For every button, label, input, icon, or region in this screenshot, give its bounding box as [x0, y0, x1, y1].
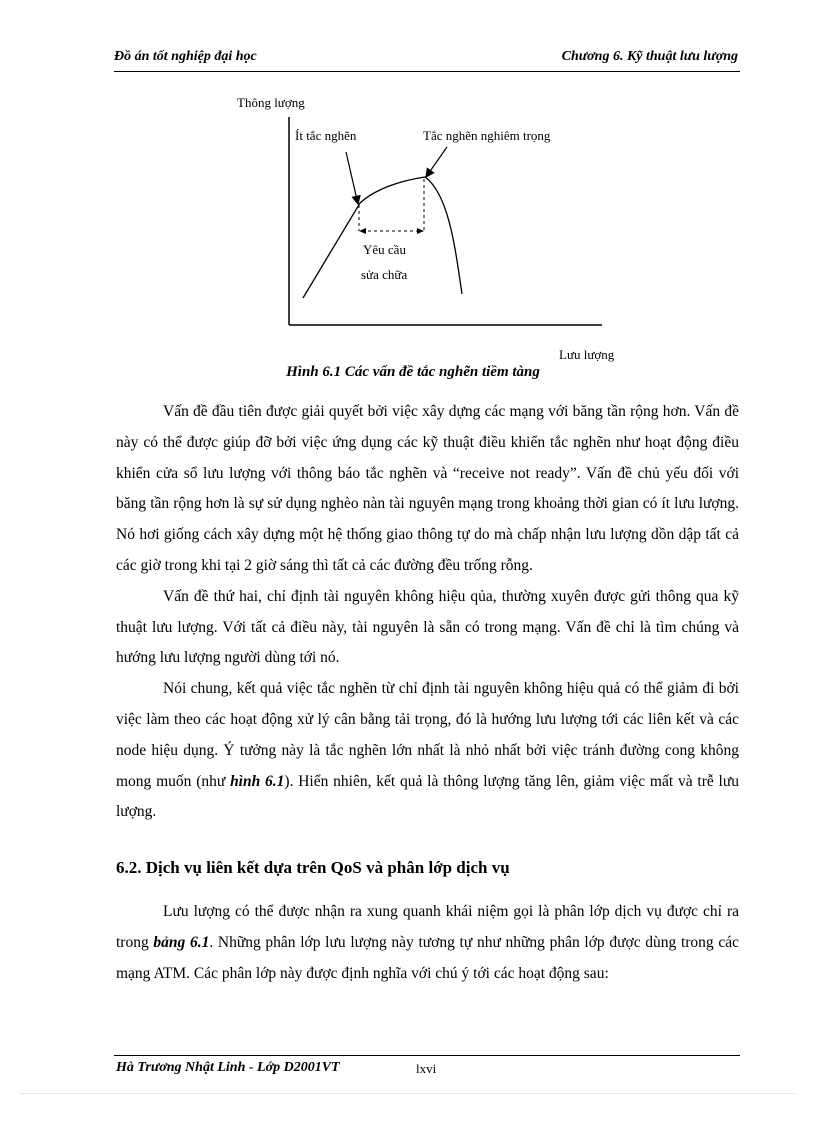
table-reference: bảng 6.1: [153, 933, 210, 951]
x-axis-label: Lưu lượng: [559, 347, 615, 362]
footer-author: Hà Trương Nhật Linh - Lớp D2001VT: [116, 1060, 340, 1075]
body-block-1: [116, 397, 739, 828]
paragraph-3: [116, 674, 739, 828]
low-congestion-arrow: [346, 152, 358, 204]
y-axis-label: Thông lượng: [237, 95, 305, 110]
body-block-2: [116, 897, 739, 989]
page-bottom-dotted-edge: [20, 1093, 796, 1094]
header-left-title: Đồ án tốt nghiệp đại học: [114, 49, 257, 64]
paragraph-2: Vấn đề thứ hai, chỉ định tài nguyên không hiệu qủa, thường xuyên được gửi thông qua kỹ thuật lưu lượng. Với tất cả điều này, tài nguyên là sẵn có trong mạng. Vấn đề chỉ là tìm chúng và hướng lưu lượng người dùng tới nó.: [116, 587, 739, 667]
figure-caption: Hình 6.1 Các vấn đề tắc nghẽn tiềm tàng: [286, 364, 540, 380]
paragraph-4: [116, 897, 739, 989]
paragraph-3-part-b: ). Hiển nhiên, kết quả là thông lượng tăng lên, giảm việc mất và trễ lưu lượng.: [116, 772, 739, 821]
repair-label-line1: Yêu cầu: [363, 242, 406, 257]
figure-reference: hình 6.1: [230, 772, 285, 790]
repair-arrow-right: [417, 228, 424, 234]
paragraph-3-part-a: Nói chung, kết quả việc tắc nghẽn từ chỉ định tài nguyên không hiệu quả có thể giảm đi bởi việc làm theo các hoạt động xử lý cân bằng tải trọng, đó là hướng lưu lượng tới các liên kết và các node hiệu dụng. Ý tưởng này là tắc nghẽn lớn nhất là nhỏ nhất bởi việc tránh đường cong không mong muốn (như: [116, 680, 739, 790]
severe-congestion-label: Tắc nghẽn nghiêm trọng: [423, 128, 551, 143]
congestion-figure: [0, 0, 816, 400]
low-congestion-label: Ít tắc nghẽn: [295, 128, 357, 143]
repair-arrow-left: [359, 228, 366, 234]
severe-congestion-arrow: [426, 147, 447, 177]
page-number: lxvi: [416, 1061, 437, 1076]
paragraph-1: Vấn đề đầu tiên được giải quyết bởi việc xây dựng các mạng với băng tần rộng hơn. Vấn đề này có thể được giúp đỡ bởi việc ứng dụng các kỹ thuật điều khiển tắc nghẽn như hoạt động điều khiển cửa sổ lưu lượng với thông báo tắc nghẽn và “receive not ready”. Vấn đề chủ yếu đối với băng tần rộng hơn là sự sử dụng nghèo nàn tài nguyên mạng trong khoảng thời gian có ít lưu lượng. Nó hơi giống cách xây dựng một hệ thống giao thông tự do mà chấp nhận lưu lượng dồn dập tất cả các giờ trong khi tại 2 giờ sáng thì tất cả các đường đều trống rỗng.: [116, 403, 739, 574]
section-heading: 6.2. Dịch vụ liên kết dựa trên QoS và phân lớp dịch vụ: [116, 858, 510, 877]
paragraph-4-part-b: . Những phân lớp lưu lượng này tương tự như những phân lớp được dùng trong các mạng ATM. Các phân lớp này được định nghĩa với chú ý tới các hoạt động sau:: [116, 933, 739, 982]
paragraph-4-part-a: Lưu lượng có thể được nhận ra xung quanh khái niệm gọi là phân lớp dịch vụ được chỉ ra trong: [116, 903, 739, 951]
footer-rule: [114, 1055, 740, 1056]
repair-label-line2: sửa chữa: [361, 267, 408, 282]
header-right-title: Chương 6. Kỹ thuật lưu lượng: [561, 49, 738, 64]
